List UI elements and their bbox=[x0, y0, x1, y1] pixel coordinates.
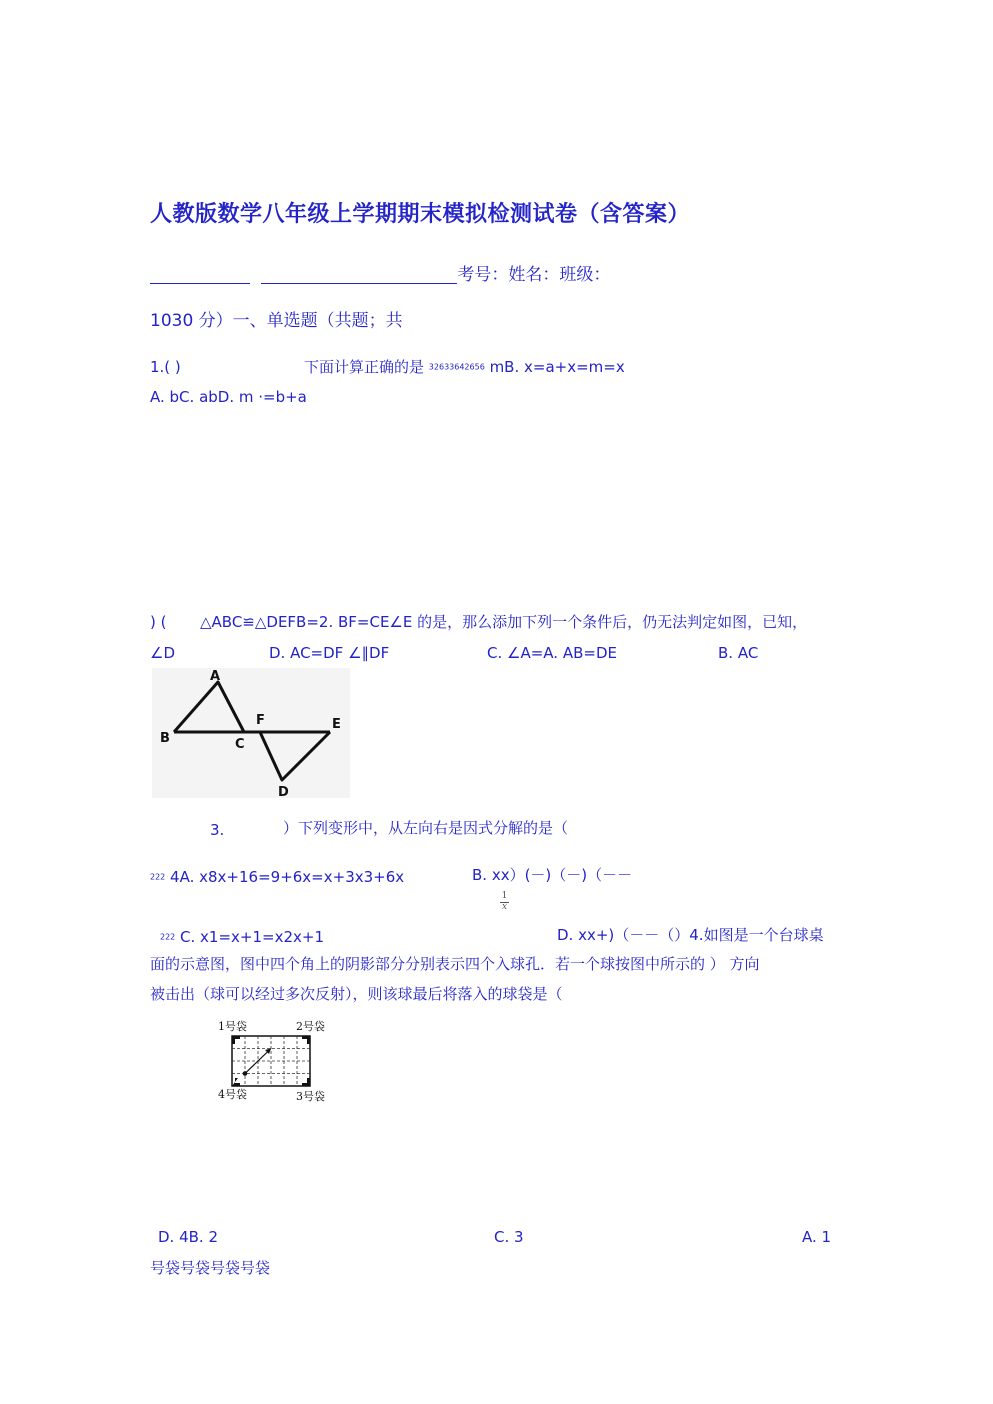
pocket-4-label: 4号袋 bbox=[218, 1088, 247, 1101]
pocket-3-label: 3号袋 bbox=[296, 1090, 325, 1103]
q1-stem bbox=[304, 360, 625, 375]
q4-last-line: 号袋号袋号袋号袋 bbox=[150, 1259, 271, 1277]
page-title: 人教版数学八年级上学期期末模拟检测试卷（含答案） bbox=[150, 202, 691, 227]
q1-options: A. bC. abD. m ·=b+a bbox=[150, 388, 307, 406]
label-c: C bbox=[235, 737, 245, 752]
pocket-2-label: 2号袋 bbox=[296, 1020, 325, 1033]
q3-stem: ）下列变形中，从左向右是因式分解的是（ bbox=[283, 819, 569, 837]
q3-row2 bbox=[160, 930, 324, 945]
q2-lead: ) ( bbox=[150, 613, 167, 631]
q3-option-d: D. xx+)（－－（）4.如图是一个台球桌 bbox=[557, 926, 824, 944]
header-line bbox=[150, 265, 610, 284]
q1-tail: mB. x=a+x=m=x bbox=[484, 358, 625, 376]
q2-option-d: D. AC=DF ∠∥DF bbox=[269, 644, 390, 662]
q1-stem-text: 下面计算正确的是 bbox=[304, 358, 425, 376]
label-f: F bbox=[256, 713, 265, 728]
q3-option-b: B. xx）(－)（－)（－－ bbox=[472, 866, 633, 884]
q2-stem: △ABC≌△DEFB=2. BF=CE∠E 的是，那么添加下列一个条件后，仍无法判定如图，已知， bbox=[200, 613, 808, 631]
q3-fraction bbox=[500, 892, 509, 913]
blank-line bbox=[150, 265, 250, 284]
q1-tiny-text: 32633642656 bbox=[428, 362, 485, 372]
q2-option-c: C. ∠A=A. AB=DE bbox=[487, 644, 617, 662]
q2-option-b: B. AC bbox=[718, 644, 759, 662]
q1-number: 1.( ) bbox=[150, 358, 181, 376]
label-a: A bbox=[210, 669, 221, 684]
q2-option-d-left: ∠D bbox=[150, 644, 175, 662]
q3-row1 bbox=[150, 870, 404, 885]
fraction-numerator: 1 bbox=[501, 891, 508, 901]
header-fields: 考号：姓名：班级： bbox=[457, 265, 611, 285]
label-d: D bbox=[278, 785, 289, 798]
ball bbox=[243, 1071, 248, 1076]
q4-line3: 被击出（球可以经过多次反射），则该球最后将落入的球袋是（ bbox=[150, 985, 563, 1003]
section-heading: 1030 分）一、单选题（共题；共 bbox=[150, 311, 403, 331]
pocket-1-label: 1号袋 bbox=[218, 1020, 247, 1033]
q3-row1-sup: 222 bbox=[150, 872, 166, 882]
q3-row2-sup: 222 bbox=[160, 932, 176, 942]
q4-line2: 面的示意图，图中四个角上的阴影部分分别表示四个入球孔．若一个球按图中所示的 ） 方向 bbox=[150, 955, 760, 973]
label-b: B bbox=[160, 731, 170, 746]
q3-option-a: 4A. x8x+16=9+6x=x+3x3+6x bbox=[165, 868, 405, 886]
label-e: E bbox=[332, 717, 341, 732]
q3-option-c: C. x1=x+1=x2x+1 bbox=[175, 928, 325, 946]
q3-number: 3. bbox=[210, 821, 225, 839]
fraction-denominator: x bbox=[502, 901, 508, 912]
q4-option-c: C. 3 bbox=[494, 1228, 524, 1246]
blank-line bbox=[261, 265, 457, 284]
triangle-figure bbox=[152, 668, 350, 798]
billiard-table-figure bbox=[214, 1018, 338, 1104]
q4-option-a: A. 1 bbox=[802, 1228, 832, 1246]
q4-option-d: D. 4B. 2 bbox=[158, 1228, 218, 1246]
